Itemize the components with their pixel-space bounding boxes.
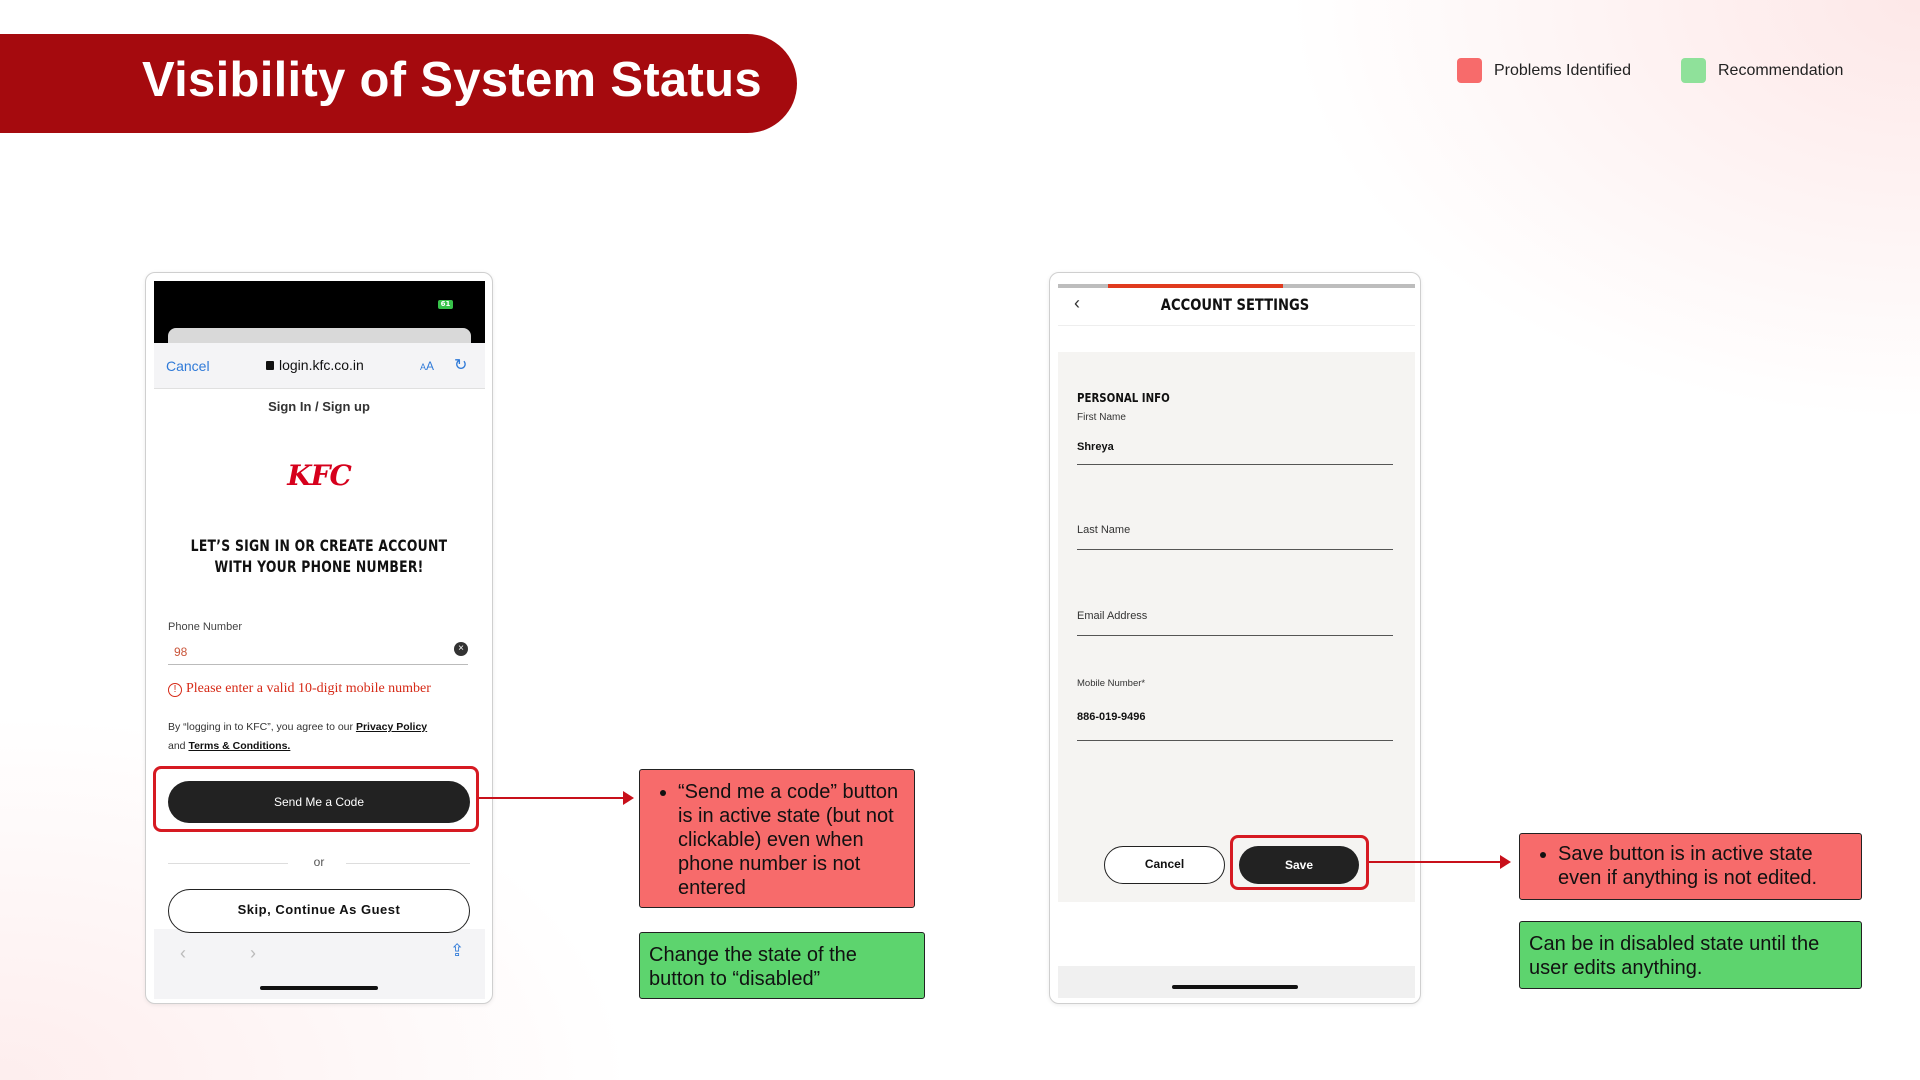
first-name-underline (1077, 464, 1393, 465)
terms-text (168, 718, 468, 756)
bottom-bar (1058, 966, 1415, 998)
phone-left-frame (145, 272, 493, 1004)
slide-title: Visibility of System Status (142, 53, 762, 107)
email-underline (1077, 635, 1393, 636)
share-icon[interactable]: ⇪ (450, 941, 465, 960)
send-code-highlight (153, 766, 479, 832)
browser-url-text: login.kfc.co.in (279, 357, 364, 373)
back-chevron-icon[interactable]: ‹ (1074, 293, 1080, 313)
home-indicator (260, 986, 378, 990)
browser-back-icon[interactable]: ‹ (180, 943, 186, 963)
phone-error-text: Please enter a valid 10-digit mobile number (186, 681, 431, 696)
first-name-input[interactable]: Shreya (1077, 441, 1114, 453)
clear-input-icon[interactable]: × (454, 642, 468, 656)
phone-number-input[interactable]: 98 (174, 645, 188, 659)
browser-url[interactable] (266, 357, 364, 373)
first-name-label: First Name (1077, 412, 1126, 423)
legend-problems (1457, 58, 1631, 83)
browser-cancel-button[interactable]: Cancel (166, 358, 210, 374)
signin-heading (170, 535, 468, 577)
signin-heading-line1: LET’S SIGN IN OR CREATE ACCOUNT (190, 536, 448, 555)
left-arrow-line (479, 797, 626, 799)
right-arrow-head (1500, 855, 1511, 869)
phone-error-message (168, 681, 431, 697)
terms-and: and (168, 740, 186, 752)
legend-recommendation (1681, 58, 1843, 83)
save-button-highlight (1230, 835, 1369, 890)
text-size-button[interactable]: AA (420, 359, 435, 373)
send-code-button[interactable]: Send Me a Code (168, 781, 470, 823)
right-recommendation-text: Can be in disabled state until the user edits anything. (1529, 933, 1820, 979)
browser-forward-icon[interactable]: › (250, 943, 256, 963)
email-input[interactable]: Email Address (1077, 610, 1148, 622)
signin-heading-line2: WITH YOUR PHONE NUMBER! (214, 557, 424, 576)
mobile-number-underline (1077, 740, 1393, 741)
left-recommendation-box (639, 932, 925, 999)
last-name-input[interactable]: Last Name (1077, 524, 1131, 536)
left-recommendation-text: Change the state of the button to “disabled” (649, 944, 857, 990)
phone-number-label: Phone Number (168, 621, 242, 633)
kfc-logo: KFC (287, 459, 351, 492)
right-problem-text: • Save button is in active state even if anything is not edited. (1558, 842, 1853, 890)
mobile-number-input[interactable]: 886-019-9496 (1077, 711, 1146, 723)
reload-icon[interactable]: ↻ (454, 357, 468, 374)
section-title: PERSONAL INFO (1077, 391, 1170, 405)
legend-problems-swatch (1457, 58, 1482, 83)
or-separator: or (313, 855, 325, 869)
legend-recommendation-swatch (1681, 58, 1706, 83)
progress-fill (1108, 284, 1283, 288)
left-arrow-head (623, 791, 634, 805)
save-button[interactable]: Save (1239, 846, 1359, 884)
text-size-label: A (426, 359, 435, 373)
phone-number-underline (168, 664, 468, 665)
terms-prefix: By “logging in to KFC”, you agree to our (168, 721, 354, 733)
right-recommendation-box (1519, 921, 1862, 989)
cancel-button[interactable]: Cancel (1104, 846, 1225, 884)
left-problem-box (639, 769, 915, 908)
right-problem-box (1519, 833, 1862, 900)
personal-info-card (1058, 352, 1415, 902)
legend-recommendation-label: Recommendation (1718, 61, 1844, 79)
left-problem-text: • “Send me a code” button is in active state (but not clickable) even when phone number is not entered (678, 780, 906, 900)
home-indicator (1172, 985, 1298, 989)
right-arrow-line (1369, 861, 1503, 863)
privacy-policy-link[interactable]: Privacy Policy (355, 721, 428, 733)
header-divider (1058, 325, 1415, 326)
last-name-underline (1077, 549, 1393, 550)
page-title: Sign In / Sign up (268, 399, 370, 414)
battery-icon: 61 (438, 300, 453, 309)
error-icon: ! (168, 683, 182, 697)
phone-right-frame (1049, 272, 1421, 1004)
mobile-number-label: Mobile Number* (1077, 678, 1146, 689)
header-title: ACCOUNT SETTINGS (1160, 295, 1310, 314)
terms-conditions-link[interactable]: Terms & Conditions. (188, 740, 291, 752)
legend-problems-label: Problems Identified (1494, 61, 1631, 79)
continue-as-guest-button[interactable]: Skip, Continue As Guest (168, 889, 470, 933)
lock-icon (266, 361, 274, 370)
browser-url-bar (154, 343, 485, 389)
sheet-handle (168, 328, 471, 343)
